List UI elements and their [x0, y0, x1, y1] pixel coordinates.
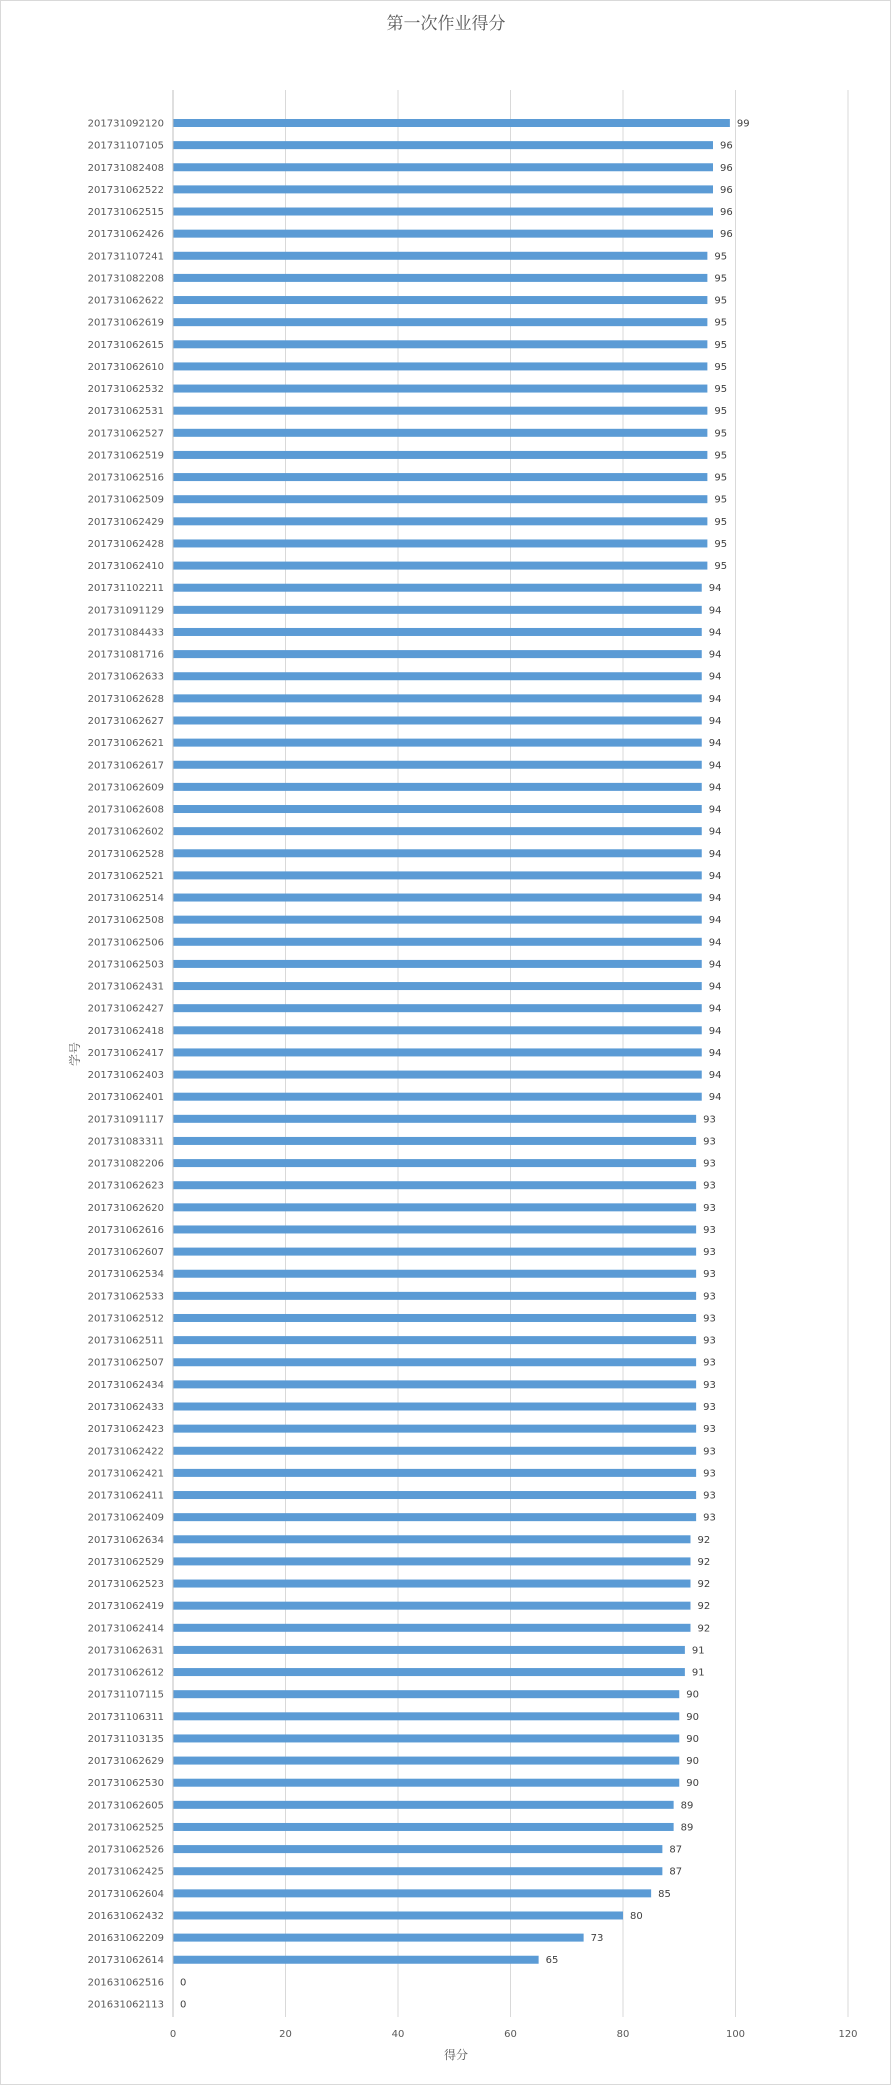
- data-label: 95: [714, 561, 728, 573]
- y-tick-label: 201731062414: [87, 1623, 164, 1635]
- y-tick-label: 201731062503: [87, 959, 164, 971]
- bar: [173, 1646, 685, 1654]
- data-label: 95: [714, 450, 728, 462]
- y-tick-label: 201731062628: [87, 693, 164, 705]
- data-label: 94: [708, 804, 722, 816]
- x-tick-label: 80: [616, 2029, 630, 2040]
- data-label: 89: [680, 1822, 694, 1834]
- bar: [173, 1314, 696, 1322]
- y-tick-label: 201731082408: [87, 162, 164, 174]
- data-label: 89: [680, 1800, 694, 1812]
- data-label: 94: [708, 1047, 722, 1059]
- data-label: 93: [703, 1202, 716, 1214]
- data-label: 94: [708, 1003, 722, 1015]
- x-tick-label: 100: [725, 2029, 746, 2040]
- bar: [173, 805, 702, 813]
- bar: [173, 1225, 696, 1233]
- bar: [173, 1469, 696, 1477]
- y-tick-label: 201731062431: [87, 981, 164, 993]
- y-tick-label: 201631062113: [87, 1999, 164, 2011]
- bar: [173, 894, 702, 902]
- y-tick-label: 201731062423: [87, 1424, 164, 1436]
- y-tick-label: 201731062530: [87, 1778, 164, 1790]
- y-tick-label: 201731062428: [87, 538, 164, 550]
- x-axis-tick-labels: [170, 2029, 858, 2040]
- bar: [173, 1779, 679, 1787]
- data-label: 93: [703, 1424, 716, 1436]
- bar: [173, 849, 702, 857]
- y-tick-label: 201731062509: [87, 494, 164, 506]
- bar: [173, 1093, 702, 1101]
- bar: [173, 1026, 702, 1034]
- data-label: 93: [703, 1136, 716, 1148]
- y-tick-label: 201731062507: [87, 1357, 164, 1369]
- data-label: 87: [669, 1844, 683, 1856]
- bar: [173, 1867, 662, 1875]
- bars: [173, 119, 730, 1967]
- bar: [173, 1580, 691, 1588]
- bar: [173, 1668, 685, 1676]
- y-tick-label: 201731062602: [87, 826, 164, 838]
- data-label: 94: [708, 583, 722, 595]
- y-tick-label: 201731062610: [87, 361, 164, 373]
- data-labels: [180, 119, 750, 2011]
- x-axis-title: 得分: [443, 2048, 469, 2062]
- bar: [173, 672, 702, 680]
- bar: [173, 1115, 696, 1123]
- data-label: 73: [590, 1933, 604, 1945]
- data-label: 94: [708, 826, 722, 838]
- y-tick-label: 201731062418: [87, 1025, 164, 1037]
- bar: [173, 318, 707, 326]
- bar: [173, 1336, 696, 1344]
- data-label: 95: [714, 384, 728, 396]
- y-tick-label: 201731091117: [87, 1114, 164, 1126]
- bar: [173, 1425, 696, 1433]
- data-label: 94: [708, 760, 722, 772]
- x-tick-label: 0: [169, 2029, 177, 2040]
- data-label: 93: [703, 1468, 716, 1480]
- data-label: 0: [180, 1999, 187, 2011]
- data-label: 94: [708, 605, 722, 617]
- data-label: 94: [708, 893, 722, 905]
- y-tick-label: 201731062627: [87, 715, 164, 727]
- bar: [173, 606, 702, 614]
- y-tick-label: 201731082208: [87, 273, 164, 285]
- y-tick-label: 201731102211: [87, 583, 164, 595]
- bar: [173, 517, 707, 525]
- bar: [173, 1757, 679, 1765]
- y-tick-label: 201731062419: [87, 1601, 164, 1613]
- y-tick-label: 201731107241: [87, 251, 164, 263]
- y-tick-label: 201731103135: [87, 1733, 164, 1745]
- bar: [173, 252, 707, 260]
- y-tick-label: 201731062519: [87, 450, 164, 462]
- bar: [173, 1071, 702, 1079]
- data-label: 94: [708, 715, 722, 727]
- bar: [173, 1270, 696, 1278]
- bar: [173, 1491, 696, 1499]
- y-tick-label: 201731107105: [87, 140, 164, 152]
- data-label: 94: [708, 649, 722, 661]
- bar: [173, 1889, 651, 1897]
- y-tick-label: 201731092120: [87, 118, 164, 130]
- data-label: 95: [714, 516, 728, 528]
- bar: [173, 119, 730, 127]
- y-tick-label: 201631062432: [87, 1910, 164, 1922]
- bar: [173, 495, 707, 503]
- y-tick-label: 201731062433: [87, 1402, 164, 1414]
- y-tick-label: 201631062516: [87, 1977, 164, 1989]
- data-label: 95: [714, 251, 728, 263]
- y-tick-label: 201731062623: [87, 1180, 164, 1192]
- y-tick-label: 201731062615: [87, 339, 164, 351]
- bar: [173, 429, 707, 437]
- data-label: 94: [708, 1092, 722, 1104]
- y-tick-label: 201731062410: [87, 561, 164, 573]
- bar: [173, 1956, 539, 1964]
- data-label: 95: [714, 428, 728, 440]
- data-label: 93: [703, 1291, 716, 1303]
- y-tick-label: 201731062619: [87, 317, 164, 329]
- data-label: 94: [708, 693, 722, 705]
- y-axis-title: 学号: [68, 1041, 82, 1067]
- y-tick-label: 201731062621: [87, 738, 164, 750]
- data-label: 93: [703, 1446, 716, 1458]
- bar: [173, 451, 707, 459]
- y-tick-label: 201731062422: [87, 1446, 164, 1458]
- bar: [173, 1911, 623, 1919]
- bar: [173, 1292, 696, 1300]
- y-tick-label: 201731062614: [87, 1955, 164, 1967]
- data-label: 87: [669, 1866, 683, 1878]
- bar: [173, 827, 702, 835]
- chart-title: 第一次作业得分: [386, 14, 506, 34]
- data-label: 96: [720, 207, 733, 219]
- y-tick-label: 201731062631: [87, 1645, 164, 1657]
- y-tick-label: 201731062417: [87, 1047, 164, 1059]
- data-label: 90: [686, 1778, 699, 1790]
- y-tick-label: 201731107115: [87, 1689, 164, 1701]
- y-tick-label: 201731062525: [87, 1822, 164, 1834]
- x-tick-label: 40: [391, 2029, 405, 2040]
- bar: [173, 1823, 674, 1831]
- data-label: 94: [708, 1025, 722, 1037]
- bar: [173, 230, 713, 238]
- data-label: 90: [686, 1733, 699, 1745]
- data-label: 95: [714, 538, 728, 550]
- data-label: 95: [714, 472, 728, 484]
- y-tick-label: 201731062607: [87, 1247, 164, 1259]
- y-tick-label: 201731062604: [87, 1888, 164, 1900]
- y-tick-label: 201731083311: [87, 1136, 164, 1148]
- data-label: 93: [703, 1269, 716, 1281]
- y-tick-label: 201731106311: [87, 1711, 164, 1723]
- bar: [173, 1934, 584, 1942]
- y-tick-label: 201731062512: [87, 1313, 164, 1325]
- bar: [173, 628, 702, 636]
- data-label: 91: [691, 1667, 705, 1679]
- data-label: 95: [714, 494, 728, 506]
- data-label: 93: [703, 1224, 716, 1236]
- bar: [173, 362, 707, 370]
- data-label: 0: [180, 1977, 187, 1989]
- bar: [173, 1557, 691, 1565]
- data-label: 95: [714, 361, 728, 373]
- data-label: 94: [708, 671, 722, 683]
- y-tick-label: 201731062534: [87, 1269, 164, 1281]
- y-tick-label: 201731062527: [87, 428, 164, 440]
- bar: [173, 340, 707, 348]
- bar: [173, 871, 702, 879]
- y-tick-label: 201731062401: [87, 1092, 164, 1104]
- y-tick-label: 201731062605: [87, 1800, 164, 1812]
- y-tick-label: 201631062209: [87, 1933, 164, 1945]
- bar: [173, 163, 713, 171]
- bar-chart: [1, 1, 891, 2086]
- data-label: 95: [714, 406, 728, 418]
- bar: [173, 1513, 696, 1521]
- bar: [173, 208, 713, 216]
- data-label: 95: [714, 317, 728, 329]
- data-label: 93: [703, 1402, 716, 1414]
- data-label: 93: [703, 1114, 716, 1126]
- data-label: 94: [708, 937, 722, 949]
- data-label: 94: [708, 915, 722, 927]
- bar: [173, 185, 713, 193]
- y-tick-label: 201731062531: [87, 406, 164, 418]
- data-label: 94: [708, 738, 722, 750]
- y-tick-label: 201731062508: [87, 915, 164, 927]
- data-label: 80: [630, 1910, 643, 1922]
- y-tick-label: 201731062529: [87, 1556, 164, 1568]
- bar: [173, 1602, 691, 1610]
- bar: [173, 1845, 662, 1853]
- data-label: 93: [703, 1512, 716, 1524]
- x-tick-label: 60: [504, 2029, 517, 2040]
- bar: [173, 296, 707, 304]
- bar: [173, 1048, 702, 1056]
- x-tick-label: 120: [838, 2029, 858, 2040]
- data-label: 94: [708, 782, 722, 794]
- y-tick-label: 201731062411: [87, 1490, 164, 1502]
- y-axis-tick-labels: [88, 119, 164, 2011]
- data-label: 93: [703, 1490, 716, 1502]
- y-tick-label: 201731062516: [87, 472, 164, 484]
- bar: [173, 1535, 691, 1543]
- data-label: 94: [708, 981, 722, 993]
- data-label: 91: [691, 1645, 705, 1657]
- data-label: 85: [658, 1888, 671, 1900]
- bar: [173, 916, 702, 924]
- y-tick-label: 201731062514: [87, 893, 164, 905]
- bar: [173, 938, 702, 946]
- bar: [173, 694, 702, 702]
- data-label: 96: [720, 140, 733, 152]
- bar: [173, 385, 707, 393]
- y-tick-label: 201731062511: [87, 1335, 164, 1347]
- x-tick-label: 20: [279, 2029, 292, 2040]
- data-label: 93: [703, 1379, 716, 1391]
- bar: [173, 1734, 679, 1742]
- y-tick-label: 201731062532: [87, 384, 164, 396]
- y-tick-label: 201731062426: [87, 229, 164, 241]
- y-tick-label: 201731082206: [87, 1158, 164, 1170]
- data-label: 92: [697, 1601, 711, 1613]
- bar: [173, 1358, 696, 1366]
- y-tick-label: 201731062409: [87, 1512, 164, 1524]
- data-label: 93: [703, 1313, 716, 1325]
- bar: [173, 1801, 674, 1809]
- data-label: 92: [697, 1623, 711, 1635]
- data-label: 96: [720, 229, 733, 241]
- data-label: 95: [714, 295, 728, 307]
- y-tick-label: 201731062629: [87, 1756, 164, 1768]
- bar: [173, 1203, 696, 1211]
- bar: [173, 960, 702, 968]
- bar: [173, 716, 702, 724]
- data-label: 65: [545, 1955, 559, 1967]
- y-tick-label: 201731062620: [87, 1202, 164, 1214]
- bar: [173, 783, 702, 791]
- data-label: 95: [714, 273, 728, 285]
- bar: [173, 562, 707, 570]
- bar: [173, 761, 702, 769]
- data-label: 95: [714, 339, 728, 351]
- y-tick-label: 201731062634: [87, 1534, 164, 1546]
- data-label: 94: [708, 848, 722, 860]
- bar: [173, 650, 702, 658]
- data-label: 90: [686, 1756, 699, 1768]
- bar: [173, 473, 707, 481]
- data-label: 90: [686, 1689, 699, 1701]
- bar: [173, 739, 702, 747]
- y-tick-label: 201731062609: [87, 782, 164, 794]
- y-tick-label: 201731062616: [87, 1224, 164, 1236]
- y-tick-label: 201731062429: [87, 516, 164, 528]
- data-label: 93: [703, 1158, 716, 1170]
- y-tick-label: 201731062403: [87, 1070, 164, 1082]
- bar: [173, 1403, 696, 1411]
- bar: [173, 1159, 696, 1167]
- y-tick-label: 201731062425: [87, 1866, 164, 1878]
- y-tick-label: 201731062608: [87, 804, 164, 816]
- bar: [173, 1181, 696, 1189]
- data-label: 99: [736, 118, 750, 130]
- bar: [173, 407, 707, 415]
- y-tick-label: 201731062434: [87, 1379, 164, 1391]
- bar: [173, 584, 702, 592]
- data-label: 93: [703, 1180, 716, 1192]
- data-label: 93: [703, 1247, 716, 1259]
- bar: [173, 1690, 679, 1698]
- bar: [173, 1004, 702, 1012]
- bar: [173, 274, 707, 282]
- data-label: 94: [708, 959, 722, 971]
- y-tick-label: 201731062521: [87, 870, 164, 882]
- data-label: 93: [703, 1335, 716, 1347]
- data-label: 94: [708, 627, 722, 639]
- bar: [173, 1137, 696, 1145]
- bar: [173, 1624, 691, 1632]
- y-tick-label: 201731062421: [87, 1468, 164, 1480]
- y-tick-label: 201731062515: [87, 207, 164, 219]
- y-tick-label: 201731062617: [87, 760, 164, 772]
- y-tick-label: 201731062506: [87, 937, 164, 949]
- bar: [173, 1248, 696, 1256]
- y-tick-label: 201731062427: [87, 1003, 164, 1015]
- bar: [173, 141, 713, 149]
- bar: [173, 1447, 696, 1455]
- y-tick-label: 201731062523: [87, 1579, 164, 1591]
- data-label: 92: [697, 1556, 711, 1568]
- y-tick-label: 201731062533: [87, 1291, 164, 1303]
- data-label: 94: [708, 870, 722, 882]
- data-label: 96: [720, 162, 733, 174]
- data-label: 92: [697, 1579, 711, 1591]
- bar: [173, 1380, 696, 1388]
- data-label: 94: [708, 1070, 722, 1082]
- bar: [173, 1712, 679, 1720]
- y-tick-label: 201731084433: [87, 627, 164, 639]
- bar: [173, 982, 702, 990]
- y-tick-label: 201731062633: [87, 671, 164, 683]
- bar: [173, 539, 707, 547]
- y-tick-label: 201731062522: [87, 184, 164, 196]
- y-tick-label: 201731062526: [87, 1844, 164, 1856]
- y-tick-label: 201731091129: [87, 605, 164, 617]
- data-label: 96: [720, 184, 733, 196]
- y-tick-label: 201731062528: [87, 848, 164, 860]
- y-tick-label: 201731062622: [87, 295, 164, 307]
- data-label: 90: [686, 1711, 699, 1723]
- data-label: 93: [703, 1357, 716, 1369]
- y-tick-label: 201731062612: [87, 1667, 164, 1679]
- data-label: 92: [697, 1534, 711, 1546]
- y-tick-label: 201731081716: [87, 649, 164, 661]
